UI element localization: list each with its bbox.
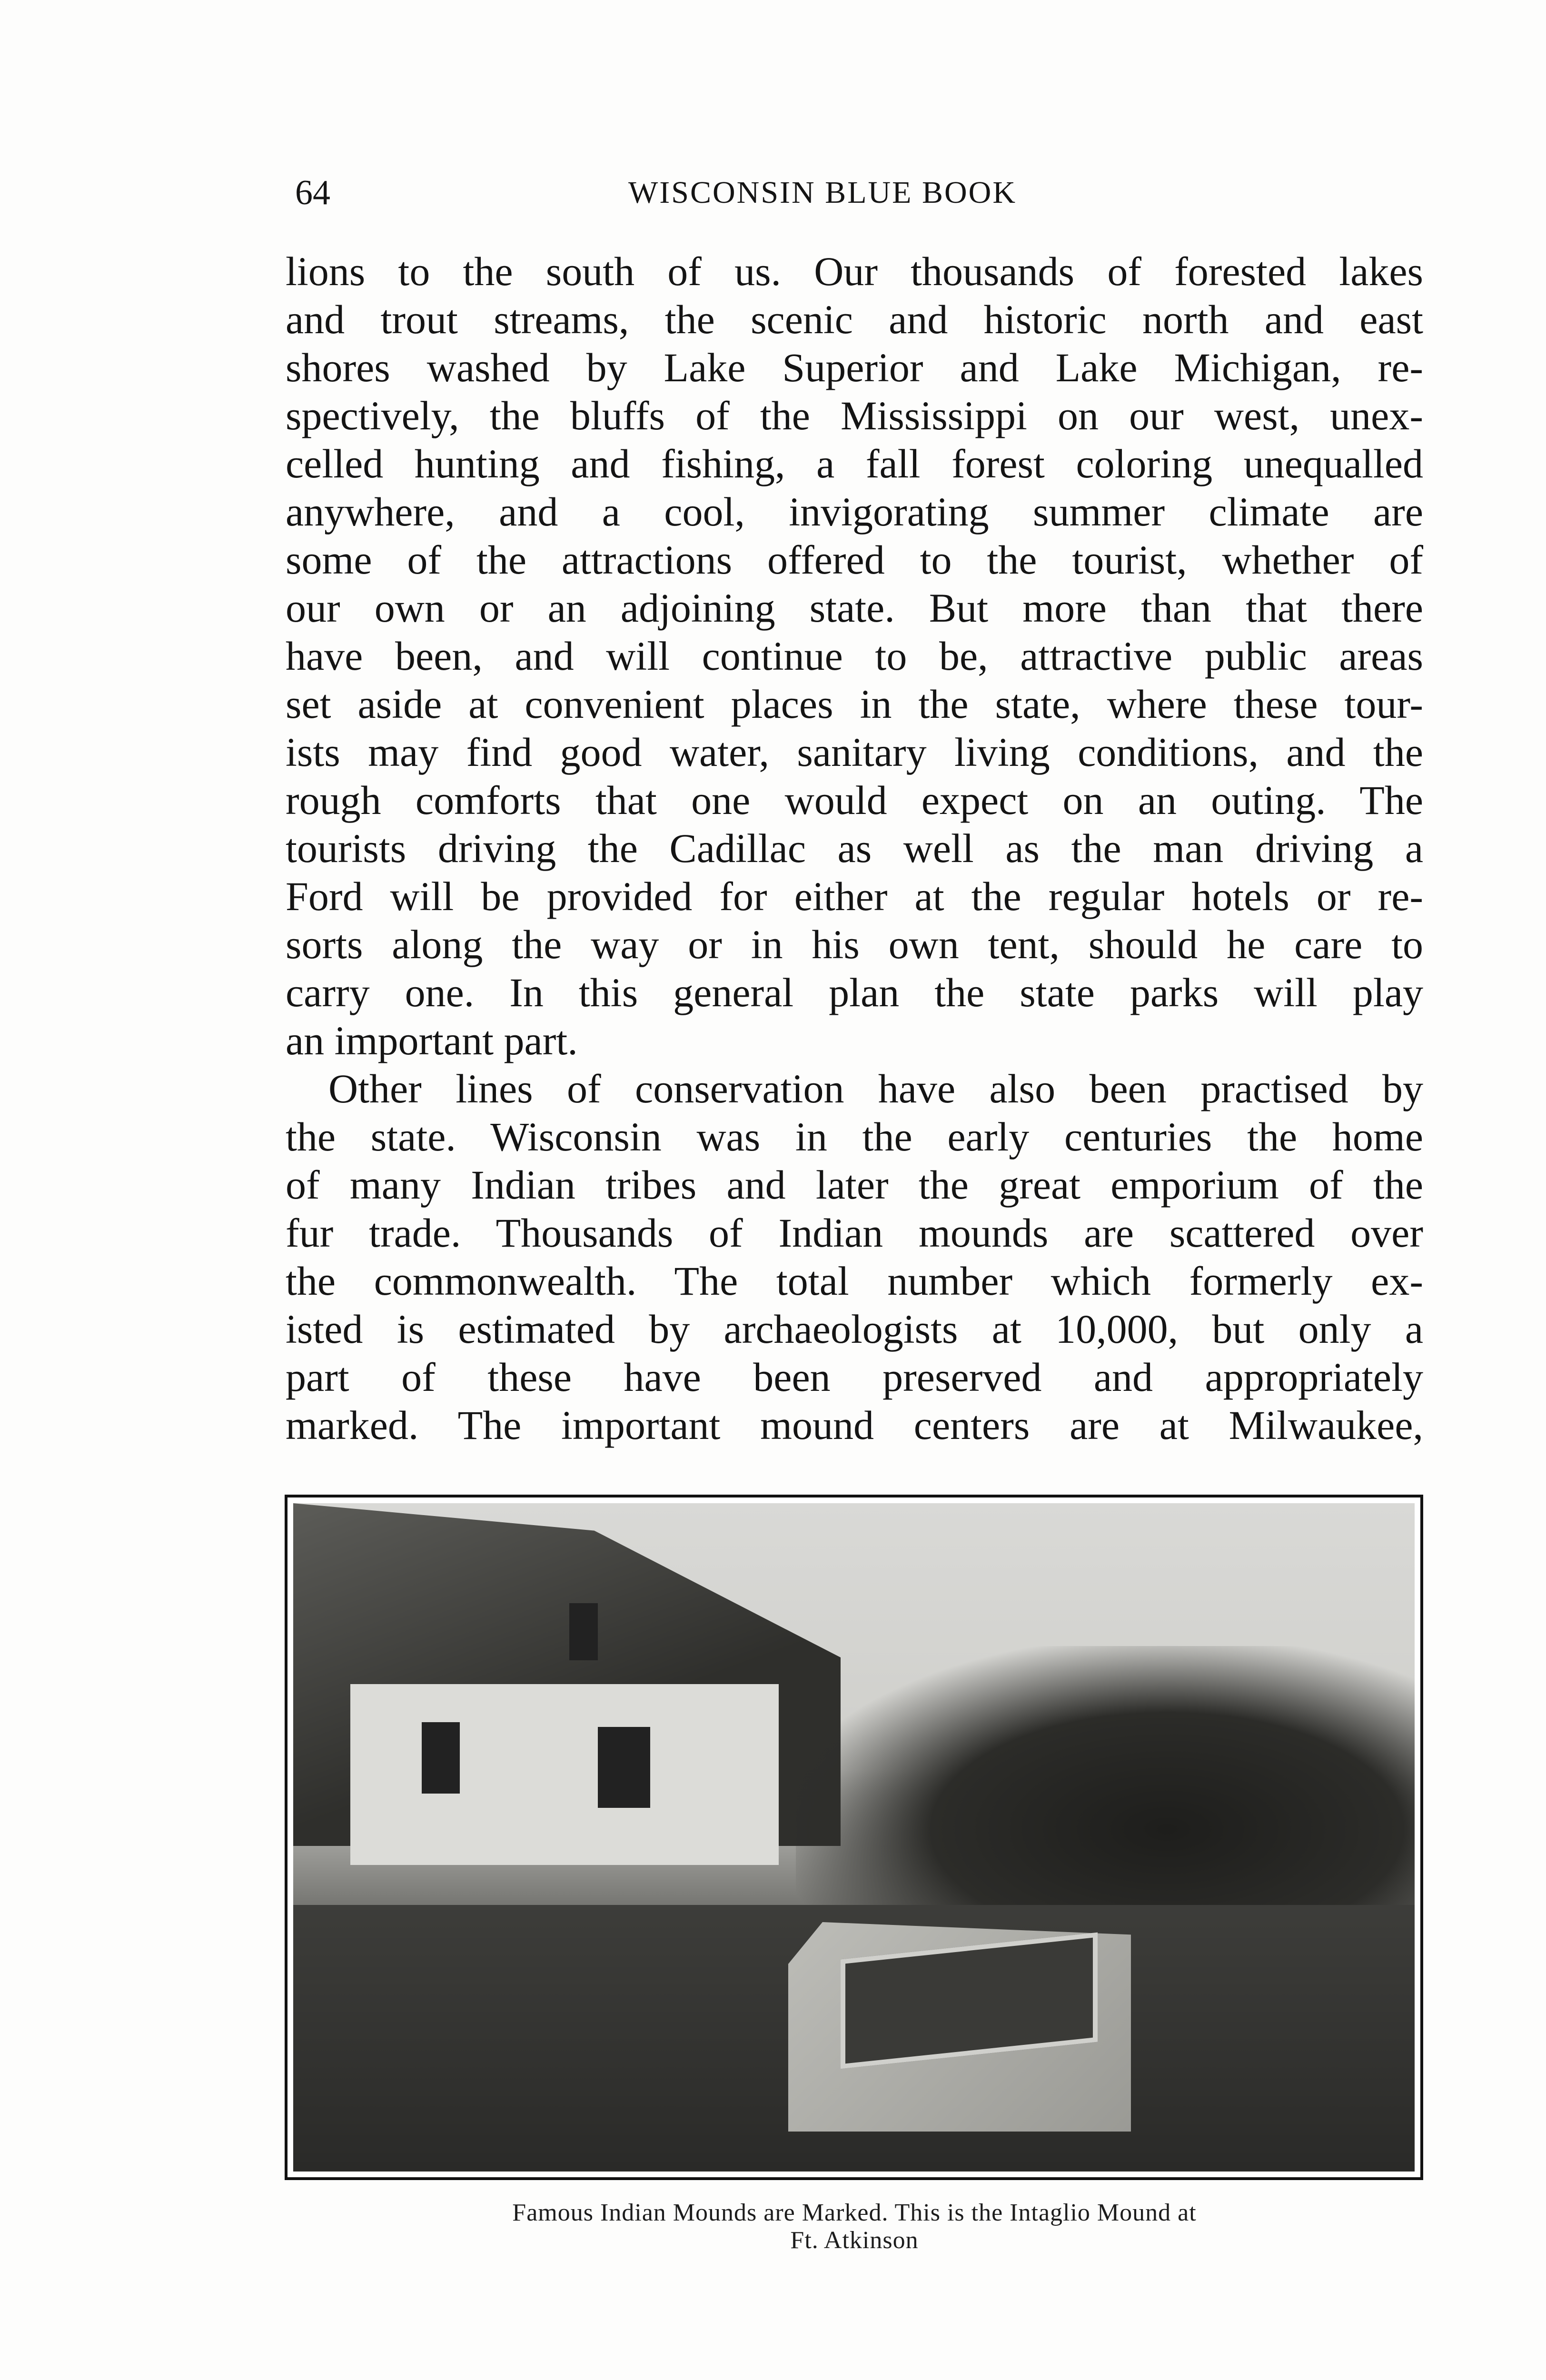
photo-figure bbox=[285, 1495, 1423, 2180]
text-line: rough comforts that one would expect on an outing. The bbox=[286, 777, 1423, 823]
book-title: WISCONSIN BLUE BOOK bbox=[628, 175, 1017, 210]
text-line: set aside at convenient places in the state, where these tour- bbox=[286, 681, 1423, 727]
house-wall bbox=[350, 1684, 779, 1865]
text-line: shores washed by Lake Superior and Lake Michigan, re- bbox=[286, 345, 1423, 390]
text-line: ists may find good water, sanitary living conditions, and the bbox=[286, 729, 1423, 775]
text-line: carry one. In this general plan the state parks will play bbox=[286, 970, 1423, 1015]
text-line: Other lines of conservation have also been practised by bbox=[328, 1066, 1423, 1111]
text-line: our own or an adjoining state. But more than that there bbox=[286, 585, 1423, 631]
text-line: celled hunting and fishing, a fall forest coloring unequalled bbox=[286, 441, 1423, 486]
figure-caption bbox=[286, 2199, 1423, 2254]
caption-line: Famous Indian Mounds are Marked. This is the Intaglio Mound at bbox=[512, 2199, 1197, 2226]
text-line: lions to the south of us. Our thousands of forested lakes bbox=[286, 248, 1423, 294]
text-line: some of the attractions offered to the tourist, whether of bbox=[286, 537, 1423, 583]
paragraph-2 bbox=[286, 1065, 1423, 1449]
body-text bbox=[286, 248, 1423, 1449]
text-line: the commonwealth. The total number which formerly ex- bbox=[286, 1258, 1423, 1304]
house-window bbox=[569, 1603, 598, 1660]
paragraph-1 bbox=[286, 248, 1423, 1065]
text-line: have been, and will continue to be, attractive public areas bbox=[286, 633, 1423, 679]
text-line: marked. The important mound centers are at Milwaukee, bbox=[286, 1402, 1423, 1448]
text-line: of many Indian tribes and later the great emporium of the bbox=[286, 1162, 1423, 1208]
text-line: Ford will be provided for either at the regular hotels or re- bbox=[286, 873, 1423, 919]
text-line: isted is estimated by archaeologists at 10,000, but only a bbox=[286, 1306, 1423, 1352]
caption-line: Ft. Atkinson bbox=[790, 2227, 919, 2254]
text-line: the state. Wisconsin was in the early centuries the home bbox=[286, 1114, 1423, 1160]
text-line: an important part. bbox=[286, 1018, 578, 1063]
running-head bbox=[286, 169, 1252, 217]
text-line: anywhere, and a cool, invigorating summer climate are bbox=[286, 489, 1423, 535]
house-window bbox=[422, 1722, 460, 1794]
text-line: spectively, the bluffs of the Mississippi on our west, unex- bbox=[286, 393, 1423, 438]
text-line: sorts along the way or in his own tent, should he care to bbox=[286, 922, 1423, 967]
text-line: fur trade. Thousands of Indian mounds are scattered over bbox=[286, 1210, 1423, 1256]
page-number: 64 bbox=[295, 173, 330, 212]
text-line: part of these have been preserved and appropriately bbox=[286, 1354, 1423, 1400]
house-window bbox=[598, 1727, 650, 1808]
text-line: tourists driving the Cadillac as well as the man driving a bbox=[286, 825, 1423, 871]
intaglio-mound-photo bbox=[293, 1503, 1415, 2172]
text-line: and trout streams, the scenic and historic north and east bbox=[286, 297, 1423, 342]
